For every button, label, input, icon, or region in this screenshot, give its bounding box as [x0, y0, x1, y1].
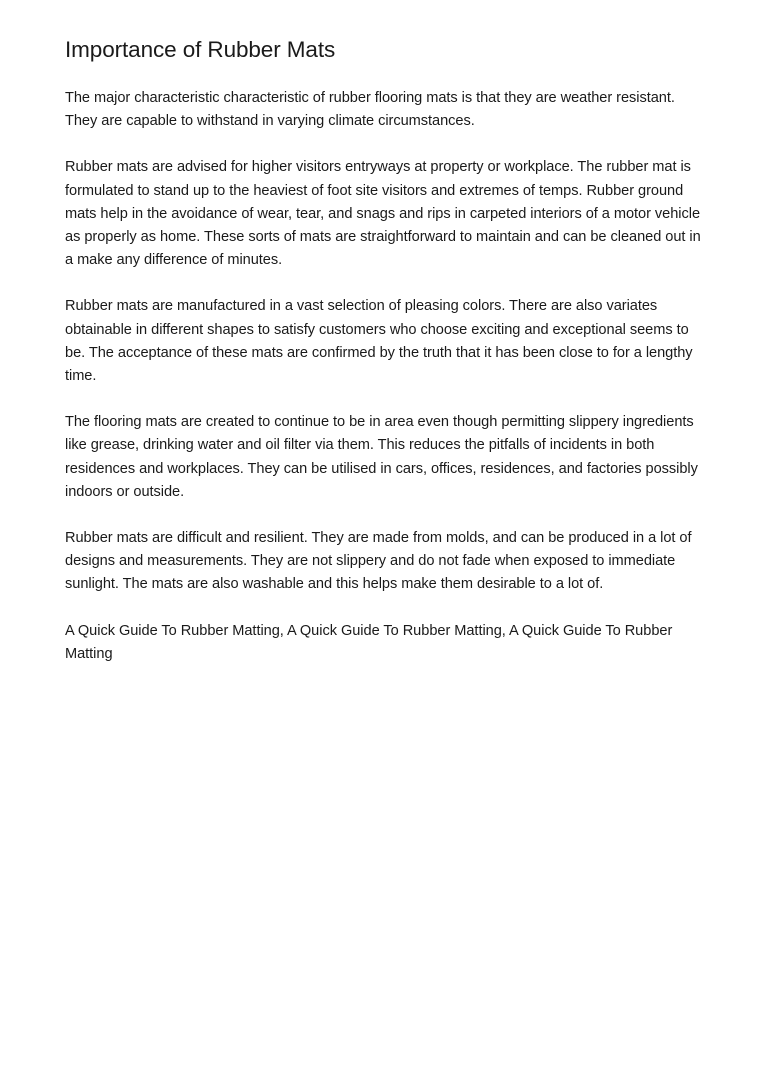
paragraph-high-traffic: Rubber mats are advised for higher visitors entryways at property or workplace. The rubber mat is formulated to stand up to the heaviest of foot site visitors and extremes of temps. Rubber ground mats help in the avoidance of wear, tear, and snags and rips in carpeted interiors of a motor vehicle as properly as home. These sorts of mats are straightforward to maintain and can be cleaned out in a make any difference of minutes. [65, 159, 701, 269]
related-link-2[interactable]: A Quick Guide To Rubber Matting [287, 622, 502, 639]
link-separator: , [501, 622, 509, 639]
paragraph-colors-shapes: Rubber mats are manufactured in a vast selection of pleasing colors. There are also variates obtainable in different shapes to satisfy customers who choose exciting and exceptional seems to be. The acceptance of these mats are confirmed by the truth that it has been close to for a lengthy time. [65, 298, 693, 385]
document-content [65, 36, 705, 666]
related-link-3[interactable]: A Quick Guide To Rubber Matting [65, 622, 673, 662]
related-links [65, 620, 705, 666]
page-title: Importance of Rubber Mats [65, 37, 336, 62]
paragraph-slip-resistance: The flooring mats are created to continue to be in area even though permitting slippery ingredients like grease, drinking water and oil filter via them. This reduces the pitfalls of incidents in both residences and workplaces. They can be utilised in cars, offices, residences, and factories possibly indoors or outside. [65, 414, 698, 500]
paragraph-durability: Rubber mats are difficult and resilient. They are made from molds, and can be produced in a lot of designs and measurements. They are not slippery and do not fade when exposed to immediate sunlight. The mats are also washable and this helps make them desirable to a lot of. [65, 530, 692, 593]
paragraph-weather-resistant: The major characteristic characteristic of rubber flooring mats is that they are weather resistant. They are capable to withstand in varying climate circumstances. [65, 90, 675, 130]
related-link-1[interactable]: A Quick Guide To Rubber Matting [65, 622, 280, 639]
link-separator: , [279, 622, 287, 639]
